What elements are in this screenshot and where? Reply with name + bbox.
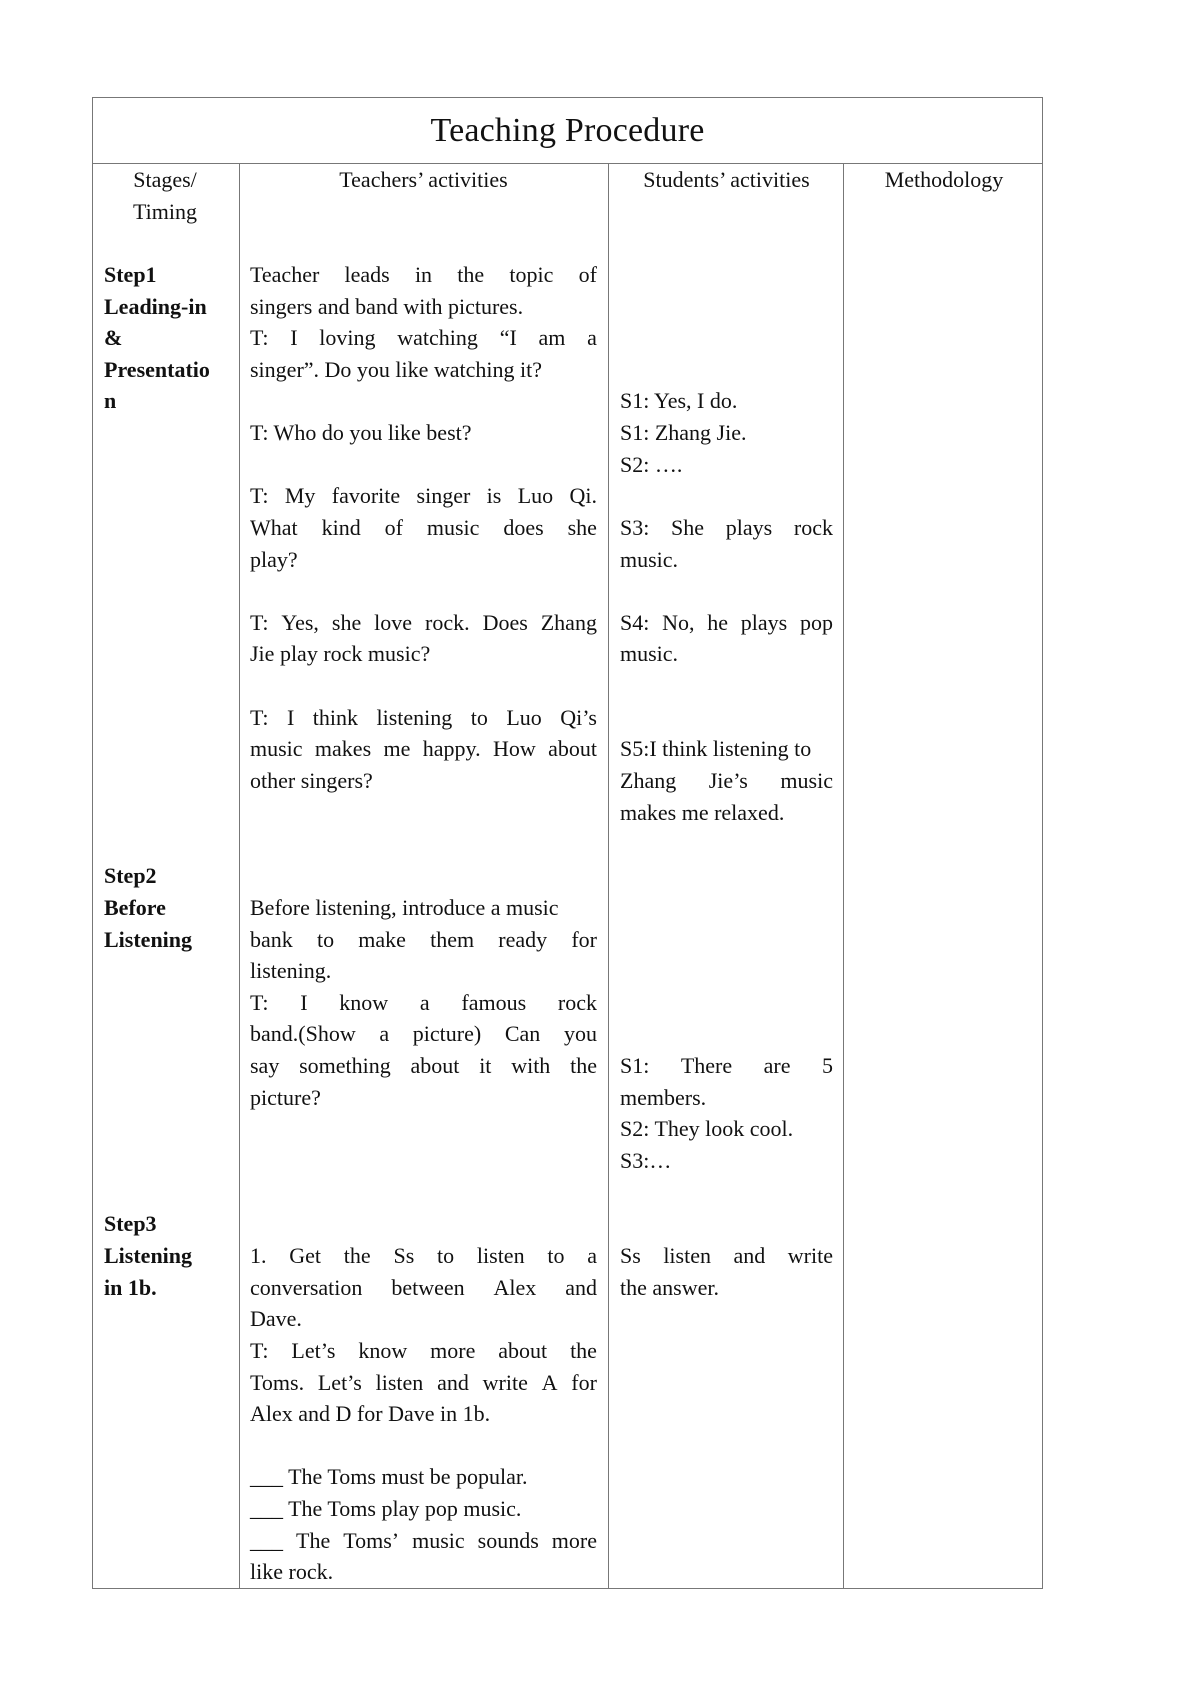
teacher-line: T: I know a famous rock — [250, 990, 597, 1015]
student-line: the answer. — [620, 1275, 719, 1300]
header-students-activities: Students’ activities — [643, 167, 810, 192]
student-line: members. — [620, 1085, 707, 1110]
teacher-line: listening. — [250, 958, 332, 983]
student-line: Ss listen and write — [620, 1243, 833, 1268]
teacher-line: T: Yes, she love rock. Does Zhang — [250, 610, 597, 635]
stage-label: Listening — [104, 1243, 193, 1268]
student-line: music. — [620, 641, 679, 666]
teacher-line: T: Let’s know more about the — [250, 1338, 597, 1363]
stage-label: n — [104, 388, 117, 413]
teacher-line: What kind of music does she — [250, 515, 597, 540]
column-divider — [843, 164, 844, 1588]
teacher-line: like rock. — [250, 1559, 334, 1584]
stage-label: Presentatio — [104, 357, 210, 382]
stage-label: Step2 — [104, 863, 157, 888]
student-line: makes me relaxed. — [620, 800, 785, 825]
teacher-line: T: Who do you like best? — [250, 420, 472, 445]
teacher-line: say something about it with the — [250, 1053, 597, 1078]
student-line: S3:… — [620, 1148, 672, 1173]
teacher-line: ___ The Toms play pop music. — [250, 1496, 522, 1521]
teacher-line: ___ The Toms’ music sounds more — [250, 1528, 597, 1553]
stage-label: Listening — [104, 927, 193, 952]
teacher-line: T: My favorite singer is Luo Qi. — [250, 483, 597, 508]
stage-label: in 1b. — [104, 1275, 157, 1300]
teacher-line: ___ The Toms must be popular. — [250, 1464, 528, 1489]
student-line: S1: Yes, I do. — [620, 388, 738, 413]
teacher-line: T: I think listening to Luo Qi’s — [250, 705, 597, 730]
student-line: S3: She plays rock — [620, 515, 833, 540]
student-line: S2: …. — [620, 452, 683, 477]
stage-label: Step3 — [104, 1211, 157, 1236]
student-line: music. — [620, 547, 679, 572]
header-timing: Timing — [132, 199, 197, 224]
teacher-line: singers and band with pictures. — [250, 294, 524, 319]
teacher-line: bank to make them ready for — [250, 927, 597, 952]
student-line: S4: No, he plays pop — [620, 610, 833, 635]
stage-label: Leading-in — [104, 294, 207, 319]
student-line: S5:I think listening to — [620, 736, 812, 761]
header-methodology: Methodology — [884, 167, 1004, 192]
teacher-line: Dave. — [250, 1306, 302, 1331]
student-line: S1: There are 5 — [620, 1053, 833, 1078]
teacher-line: conversation between Alex and — [250, 1275, 597, 1300]
student-line: S1: Zhang Jie. — [620, 420, 747, 445]
teacher-line: T: I loving watching “I am a — [250, 325, 597, 350]
teacher-line: Toms. Let’s listen and write A for — [250, 1370, 597, 1395]
teacher-line: Before listening, introduce a music — [250, 895, 559, 920]
column-divider — [239, 164, 240, 1588]
teacher-line: music makes me happy. How about — [250, 736, 597, 761]
teacher-line: play? — [250, 547, 298, 572]
header-stages: Stages/ — [133, 167, 197, 192]
teacher-line: band.(Show a picture) Can you — [250, 1021, 597, 1046]
stage-label: Step1 — [104, 262, 157, 287]
stage-label: Before — [104, 895, 166, 920]
teacher-line: 1. Get the Ss to listen to a — [250, 1243, 597, 1268]
column-divider — [608, 164, 609, 1588]
teacher-line: Teacher leads in the topic of — [250, 262, 597, 287]
teacher-line: other singers? — [250, 768, 373, 793]
table-title: Teaching Procedure — [93, 98, 1042, 164]
teacher-line: Alex and D for Dave in 1b. — [250, 1401, 491, 1426]
teacher-line: picture? — [250, 1085, 321, 1110]
student-line: Zhang Jie’s music — [620, 768, 833, 793]
teacher-line: singer”. Do you like watching it? — [250, 357, 543, 382]
header-teachers-activities: Teachers’ activities — [339, 167, 508, 192]
student-line: S2: They look cool. — [620, 1116, 794, 1141]
stage-label: & — [104, 325, 123, 350]
teacher-line: Jie play rock music? — [250, 641, 431, 666]
